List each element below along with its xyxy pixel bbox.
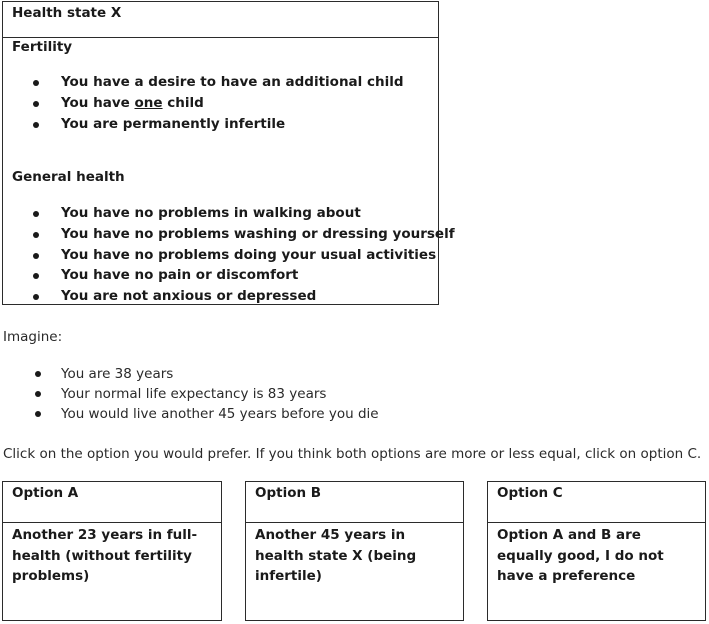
general-health-heading: General health bbox=[12, 169, 125, 185]
fertility-item: You are permanently infertile bbox=[3, 114, 404, 135]
imagine-item: You are 38 years bbox=[13, 364, 379, 384]
instruction-text: Click on the option you would prefer. If you think both options are more or less equal, click on option C. bbox=[3, 446, 702, 462]
option-c-title: Option C bbox=[488, 482, 705, 523]
general-health-list bbox=[3, 203, 455, 307]
option-a-description: Another 23 years in full-health (without fertility problems) bbox=[12, 527, 198, 584]
imagine-item: You would live another 45 years before you die bbox=[13, 404, 379, 424]
option-b-title: Option B bbox=[246, 482, 463, 523]
fertility-list bbox=[3, 72, 404, 134]
option-a-button[interactable] bbox=[2, 481, 222, 621]
fertility-item: You have a desire to have an additional child bbox=[3, 72, 404, 93]
option-b-description: Another 45 years in health state X (being infertile) bbox=[255, 527, 417, 584]
option-c-button[interactable] bbox=[487, 481, 706, 621]
option-c-description: Option A and B are equally good, I do not have a preference bbox=[497, 527, 664, 584]
option-b-button[interactable] bbox=[245, 481, 464, 621]
general-health-item: You have no problems washing or dressing yourself bbox=[3, 224, 455, 245]
emphasis-one: one bbox=[134, 94, 163, 111]
health-state-title: Health state X bbox=[3, 2, 438, 38]
health-state-box bbox=[2, 1, 455, 305]
imagine-list bbox=[13, 364, 379, 424]
option-a-title: Option A bbox=[3, 482, 221, 523]
imagine-item: Your normal life expectancy is 83 years bbox=[13, 384, 379, 404]
general-health-item: You have no problems doing your usual activities bbox=[3, 245, 455, 266]
imagine-label: Imagine: bbox=[3, 329, 63, 345]
general-health-item: You are not anxious or depressed bbox=[3, 286, 455, 307]
fertility-item: You have one child bbox=[3, 93, 404, 114]
fertility-heading: Fertility bbox=[12, 39, 73, 55]
general-health-item: You have no pain or discomfort bbox=[3, 265, 455, 286]
general-health-item: You have no problems in walking about bbox=[3, 203, 455, 224]
